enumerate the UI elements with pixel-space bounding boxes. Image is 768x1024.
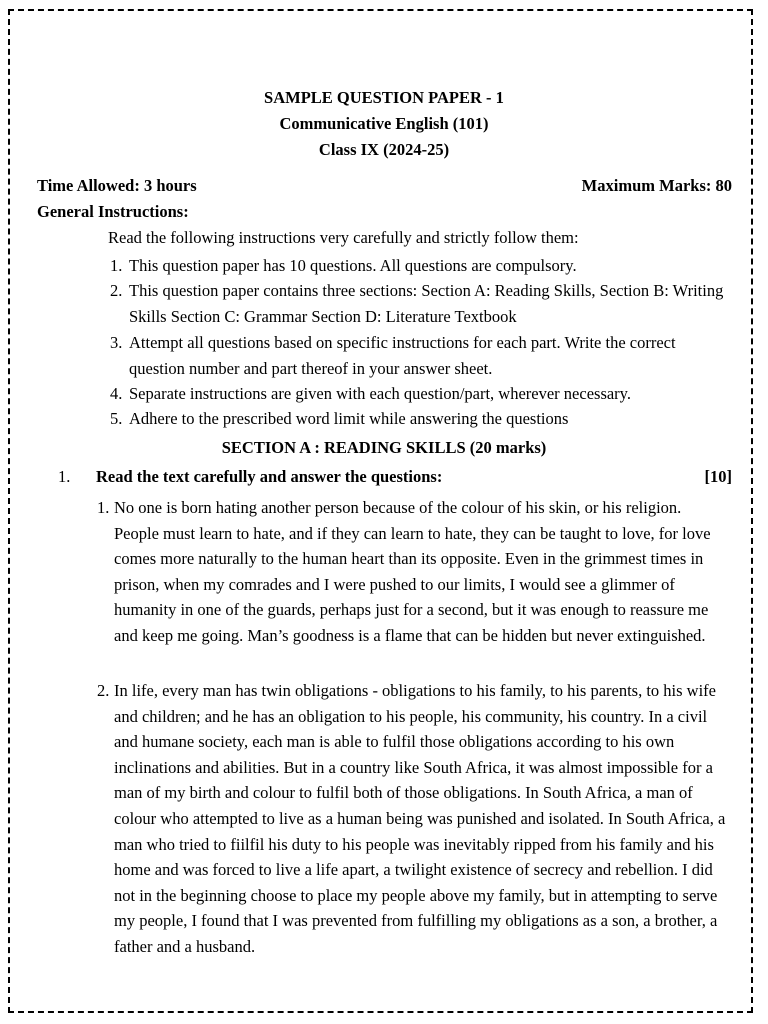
instruction-item	[110, 381, 735, 407]
instruction-number: 2.	[110, 281, 123, 300]
question-text: Read the text carefully and answer the questions:	[96, 467, 443, 486]
instruction-number: 4.	[110, 384, 123, 403]
question-number: 1.	[58, 467, 71, 486]
time-allowed: Time Allowed: 3 hours	[37, 176, 197, 195]
instruction-item	[110, 406, 735, 432]
question-marks: [10]	[704, 467, 732, 486]
section-a-heading: SECTION A : READING SKILLS (20 marks)	[221, 438, 547, 457]
instruction-number: 5.	[110, 409, 123, 428]
paper-title: SAMPLE QUESTION PAPER - 1	[264, 88, 504, 107]
instruction-text: This question paper has 10 questions. All questions are compulsory.	[129, 256, 577, 275]
class-title: Class IX (2024-25)	[318, 140, 450, 159]
subject-title: Communicative English (101)	[279, 114, 489, 133]
instruction-number: 3.	[110, 333, 123, 352]
paragraph-text: No one is born hating another person because of the colour of his skin, or his religion. People must learn to hate, and if they can learn to hate, they can be taught to love, for love comes more naturally to the human heart than its opposite. Even in the grimmest times in prison, when my comrades and I were pushed to our limits, I would see a glimmer of humanity in one of the guards, perhaps just for a second, but it was enough to reassure me and keep me going. Man’s goodness is a flame that can be hidden but never extinguished.	[114, 498, 711, 645]
maximum-marks: Maximum Marks: 80	[581, 176, 732, 195]
passage-paragraph	[97, 678, 727, 960]
passage-paragraph	[97, 495, 727, 649]
paragraph-text: In life, every man has twin obligations - obligations to his family, to his parents, to his wife and children; and he has an obligation to his people, his community, his country. In a civil and humane society, each man is able to fulfil those obligations according to his own inclinations and abilities. But in a country like South Africa, it was almost impossible for a man of my birth and colour to fulfil both of those obligations. In South Africa, a man of colour who attempted to live as a human being was punished and isolated. In South Africa, a man who tried to fiilfil his duty to his people was inevitably ripped from his family and his home and was forced to live a life apart, a twilight existence of secrecy and rebellion. I did not in the beginning choose to place my people above my family, but in attempting to serve my people, I found that I was prevented from fulfilling my obligations as a son, a brother, a father and a husband.	[114, 681, 726, 956]
instruction-text: Separate instructions are given with each question/part, wherever necessary.	[129, 384, 631, 403]
instructions-heading: General Instructions:	[37, 202, 189, 221]
instruction-text: This question paper contains three sections: Section A: Reading Skills, Section B: Writing Skills Section C: Grammar Section D: Literature Textbook	[129, 281, 724, 326]
instruction-text: Adhere to the prescribed word limit while answering the questions	[129, 409, 569, 428]
paragraph-number: 1.	[97, 498, 110, 517]
instruction-item	[110, 330, 735, 381]
instruction-number: 1.	[110, 256, 123, 275]
instruction-text: Attempt all questions based on specific instructions for each part. Write the correct question number and part thereof in your answer sheet.	[129, 333, 676, 378]
instruction-item	[110, 278, 735, 329]
paragraph-number: 2.	[97, 681, 110, 700]
instructions-intro: Read the following instructions very carefully and strictly follow them:	[108, 228, 579, 247]
instruction-item	[110, 253, 735, 279]
